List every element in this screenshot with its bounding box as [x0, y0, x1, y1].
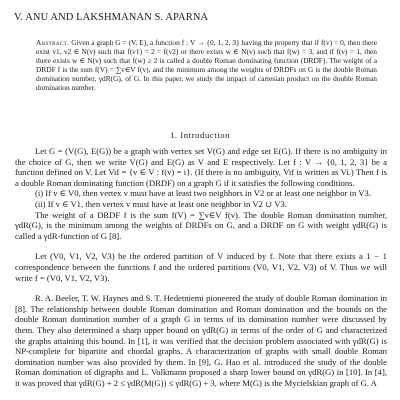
body-text	[15, 146, 387, 388]
intro-paragraph-1: Let G = (V(G), E(G)) be a graph with vertex set V(G) and edge set E(G). If there is no ambiguity in the choice of G, then we write V(G) and E(G) as V and E respectively. Let f : V → {0, 1, 2, 3} be a function defined on V. Let Vif = {v ∈ V : f(v) = i}. (If there is no ambiguity, Vif is written as Vi.) Then f is a double Roman dominating function (DRDF) on a graph G if it satisfies the following conditions.	[15, 146, 387, 188]
abstract-lead: Abstract.	[36, 38, 70, 47]
abstract-text: Given a graph G = (V, E), a function f : V → {0, 1, 2, 3} having the property that if f(v) = 0, then there exist v1, v2 ∈ N(v) such that f(v1) = 2 = f(v2) or there exists w ∈ N(v) such that f(w) = 3, and if f(v) = 1, then there exists w ∈ N(v) such that f(w) ≥ 2 is called a double Roman dominating function (DRDF). The weight of a DRDF f is the sum f(V) = ∑v∈V f(v), and the minimum among the weights of DRDFs on G is the double Roman domination number, γdR(G), of G. In this paper, we study the impact of cartesian product on the double Roman domination number.	[36, 38, 377, 93]
running-head: V. ANU AND LAKSHMANAN S. APARNA	[14, 12, 209, 23]
intro-paragraph-4: R. A. Beeler, T. W. Haynes and S. T. Hedetniemi pioneered the study of double Roman domination in [8]. The relationship between double Roman domination and Roman domination and the bounds on the double Roman domination number of a graph G in terms of its domination number were discussed by them. They also determined a sharp upper bound on γdR(G) in terms of the order of G and characterized the graphs attaining this bound. In [1], it was verified that the decision problem associated with γdR(G) is NP-complete for bipartite and chordal graphs. A characterization of graphs with small double Roman domination number was also provided by them. In [9], G. Hao et al. introduced the study of the double Roman domination of digraphs and L. Volkmann proposed a sharp lower bound on γdR(G) in [10]. In [4], it was proved that γdR(G) + 2 ≤ γdR(M(G)) ≤ γdR(G) + 3, where M(G) is the Mycielskian graph of G. A	[15, 293, 387, 388]
intro-paragraph-3: Let (V0, V1, V2, V3) be the ordered partition of V induced by f. Note that there exists a 1 − 1 correspondence between the functions f and the ordered partitions (V0, V1, V2, V3) of V. Thus we will write f = (V0, V1, V2, V3).	[15, 251, 387, 283]
condition-item-1: (i) If v ∈ V0, then vertex v must have at least two neighbors in V2 or at least one neighbor in V3.	[35, 188, 371, 199]
abstract	[36, 38, 377, 93]
paragraph-gap	[15, 241, 387, 251]
section-title: 1. Introduction	[169, 130, 231, 140]
intro-paragraph-2: The weight of a DRDF f is the sum f(V) = ∑v∈V f(v). The double Roman domination number, γdR(G), is the minimum among the weights of DRDFs on G, and a DRDF on G with weight γdR(G) is called a γdR-function of G [8].	[15, 209, 387, 241]
condition-item-2: (ii) If v ∈ V1, then vertex v must have at least one neighbor in V2 ∪ V3.	[35, 198, 287, 209]
paragraph-gap	[15, 283, 387, 293]
